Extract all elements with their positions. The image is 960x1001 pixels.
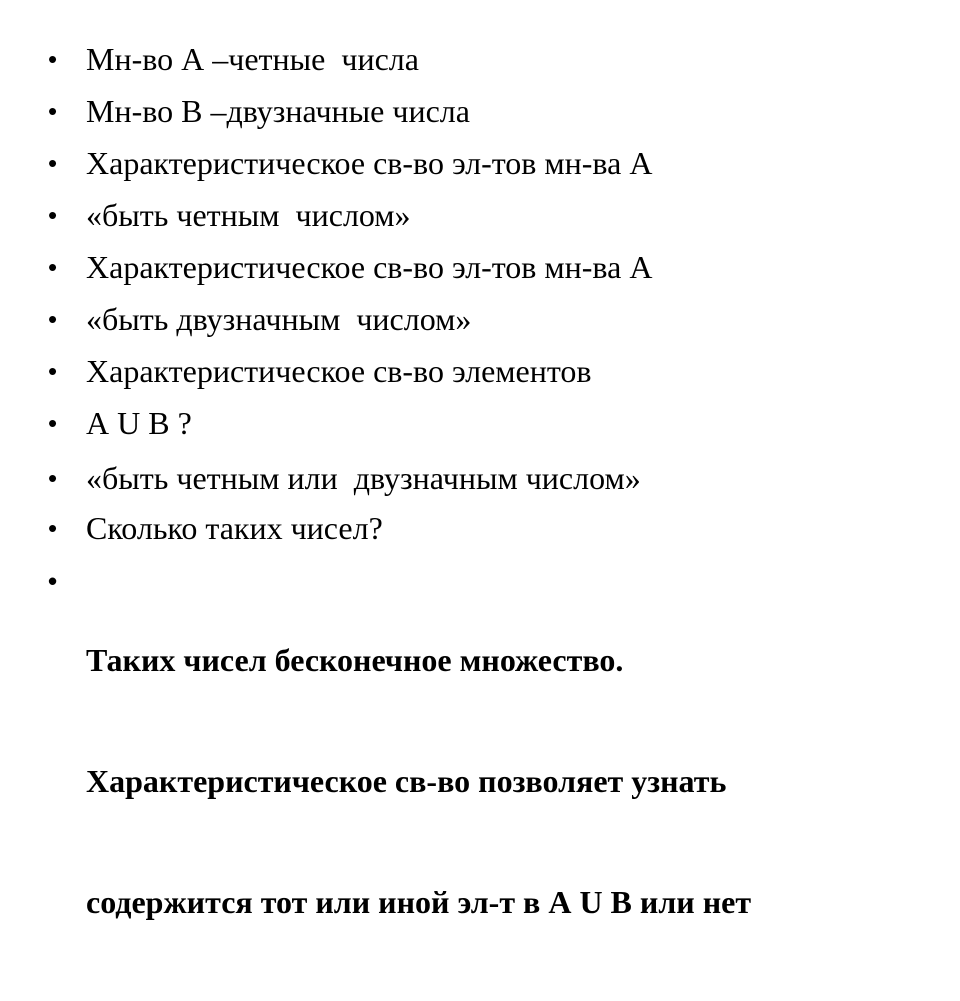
list-item-text: Характеристическое св-во эл-тов мн-ва А [86, 249, 653, 285]
bullet-marker: • [48, 148, 58, 178]
list-item-text: Мн-во А –четные числа [86, 41, 419, 77]
list-item-text: А U В ? [86, 405, 192, 441]
list-item-text: «быть двузначным числом» [86, 301, 472, 337]
bullet-marker: • [48, 513, 58, 543]
bullet-marker: • [48, 252, 58, 282]
bullet-marker: • [48, 44, 58, 74]
conclusion-line: содержится тот или иной эл-т в А U В или нет [86, 884, 752, 920]
bullet-marker: • [48, 463, 58, 493]
list-item-text: Характеристическое св-во эл-тов мн-ва А [86, 145, 653, 181]
conclusion-text [86, 562, 751, 1001]
bullet-marker: • [48, 356, 58, 386]
bullet-marker: • [48, 200, 58, 230]
list-item-text: «быть четным или двузначным числом» [86, 460, 641, 496]
list-item-text: Мн-во В –двузначные числа [86, 93, 470, 129]
bullet-marker: • [48, 566, 58, 596]
conclusion-line: Характеристическое св-во позволяет узнать [86, 763, 727, 799]
bullet-marker: • [48, 96, 58, 126]
bullet-marker: • [48, 304, 58, 334]
list-item-text: Характеристическое св-во элементов [86, 353, 592, 389]
conclusion-line: Таких чисел бесконечное множество. [86, 642, 624, 678]
list-item-text: «быть четным числом» [86, 197, 411, 233]
list-item-text: Сколько таких чисел? [86, 510, 383, 546]
bullet-marker: • [48, 408, 58, 438]
